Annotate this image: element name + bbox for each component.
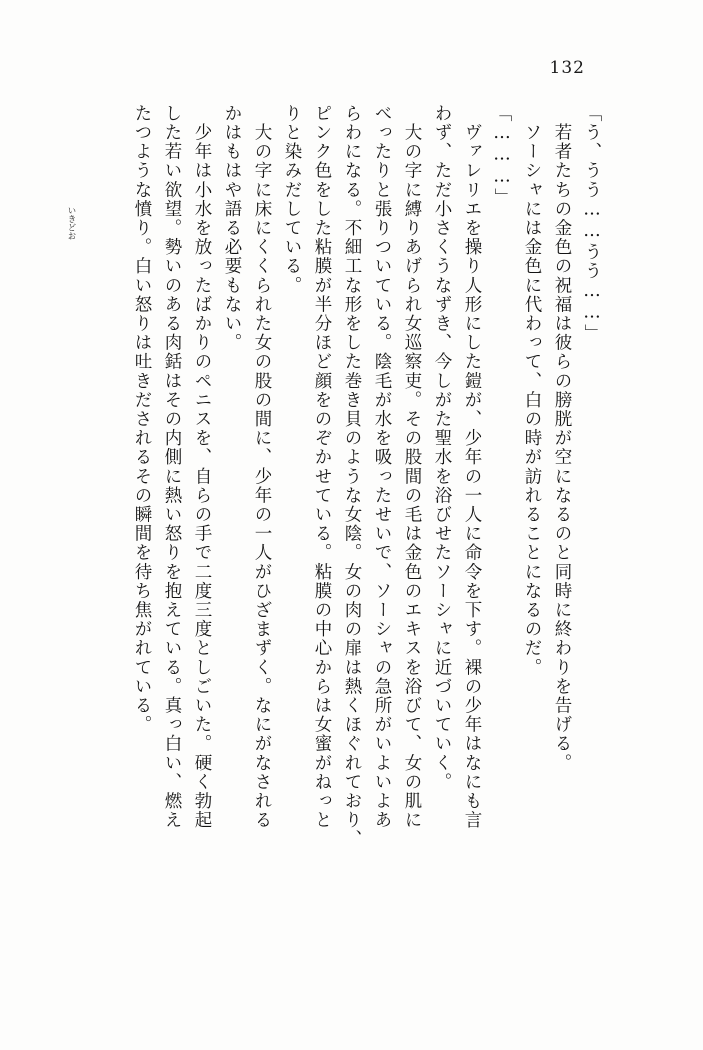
text-column: ソーシャには金色に代わって、白の時が訪れることになるのだ。 [522, 104, 542, 677]
text-column: らわになる。不細工な形をした巻き貝のような女陰。女の肉の扉は熱くほぐれており、 [342, 104, 362, 849]
text-column: 大の字に床にくくられた女の股の間に、少年の一人がひざまずく。なにがなされる [252, 104, 272, 830]
text-column: した若い欲望。勢いのある肉銛はその内側に熱い怒りを抱えている。真っ白い、燃え [162, 104, 182, 830]
text-column: 「………」 [492, 104, 512, 207]
text-column: 若者たちの金色の祝福は彼らの膀胱が空になるのと同時に終わりを告げる。 [552, 104, 572, 773]
vertical-text-block [56, 104, 607, 984]
page-number: 132 [549, 58, 585, 78]
text-column: ヴァレリエを操り人形にした鎧が、少年の一人に命令を下す。裸の少年はなにも言 [462, 104, 482, 830]
text-column: かはもはや語る必要もない。 [222, 104, 242, 353]
text-column: べったりと張りついている。陰毛が水を吸ったせいで、ソーシャの急所がいよいよあ [372, 104, 392, 830]
text-column: わず、ただ小さくうなずき、今しがた聖水を浴びせたソーシャに近づいていく。 [432, 104, 452, 792]
text-column: 大の字に縛りあげられ女巡察吏。その股間の毛は金色のエキスを浴びて、女の肌に [402, 104, 422, 830]
text-column: りと染みだしている。 [282, 104, 302, 295]
text-column: 少年は小水を放ったばかりのペニスを、自らの手で二度三度としごいた。硬く勃起 [192, 104, 212, 830]
ruby-annotation: いきどお [66, 206, 76, 240]
text-column: 「う、うう……うう……」 [582, 104, 602, 344]
text-column: たつような憤り。白い怒りは吐きだされるその瞬間を待ち焦がれている。 [132, 104, 152, 735]
text-column: ピンク色をした粘膜が半分ほど顔をのぞかせている。粘膜の中心からは女蜜がねっと [312, 104, 332, 830]
